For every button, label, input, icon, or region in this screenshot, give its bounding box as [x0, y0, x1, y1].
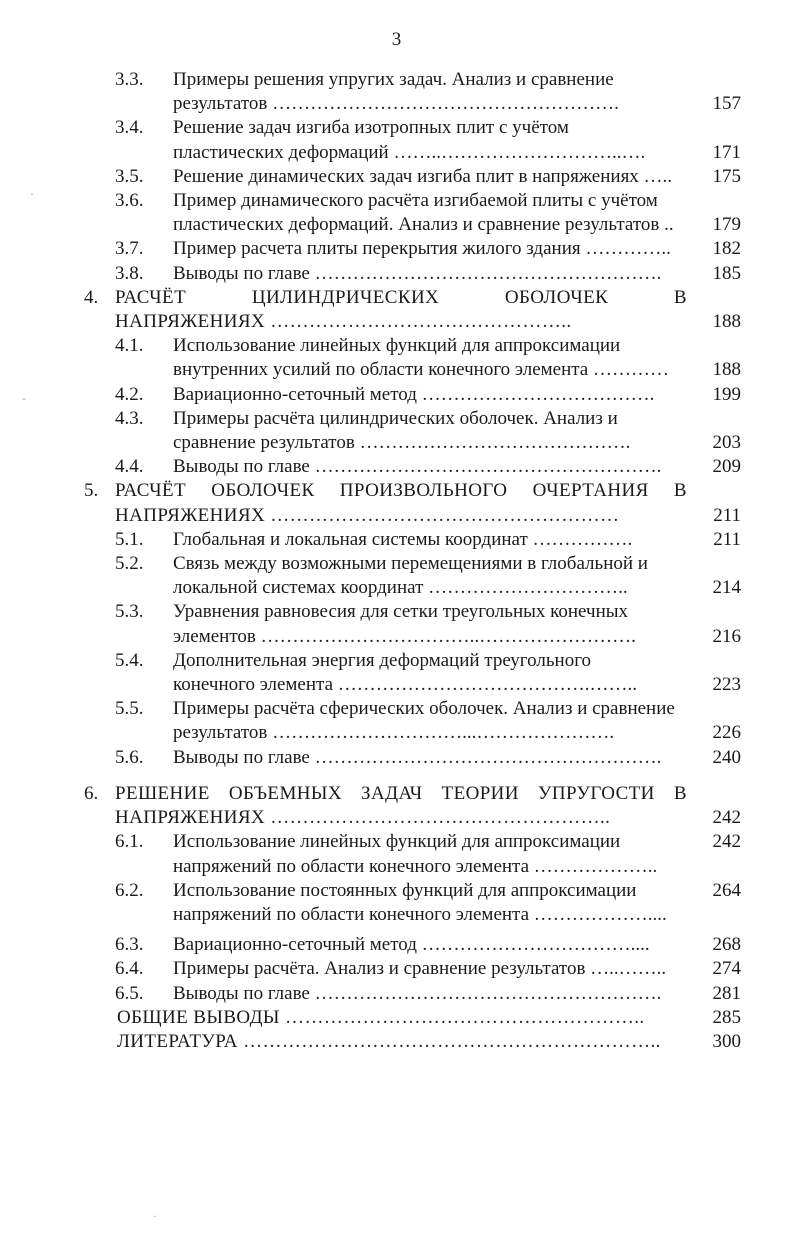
toc-chapter-5[interactable] [78, 479, 741, 527]
section-number: 6.3. [115, 934, 144, 956]
page-ref: 188 [712, 311, 741, 333]
section-title: Примеры расчёта цилиндрических оболочек. Анализ и сравнение результатов ……………………………………. [173, 407, 631, 454]
section-title: Глобальная и локальная системы координат ……………. [173, 528, 633, 550]
toc-entry-5-3[interactable] [78, 600, 741, 648]
chapter-title: РАСЧЁТ ОБОЛОЧЕК ПРОИЗВОЛЬНОГО ОЧЕРТАНИЯ В НАПРЯЖЕНИЯХ ……………………………………………… [115, 480, 687, 526]
section-number: 6.5. [115, 982, 144, 1004]
toc-chapter-6[interactable] [78, 782, 741, 830]
section-title: Пример динамического расчёта изгибаемой плиты с учётом пластических деформаций. Анализ и сравнение результатов .. [173, 190, 674, 236]
section-number: 5.6. [115, 746, 144, 768]
section-title: Примеры решения упругих задач. Анализ и сравнение результатов ………………………………………………. [173, 69, 619, 115]
section-number: 3.8. [115, 262, 144, 284]
section-title: Выводы по главе ………………………………………………. [173, 456, 662, 478]
page-ref: 242 [712, 807, 741, 829]
toc-entry-3-5[interactable] [78, 165, 741, 189]
page-ref: 226 [712, 722, 741, 744]
section-number: 6.2. [115, 879, 144, 901]
literature-title: ЛИТЕРАТУРА ……………………………………………………….. [117, 1030, 661, 1052]
page-ref: 179 [712, 214, 741, 236]
toc-entry-3-6[interactable] [78, 189, 741, 237]
page-ref: 209 [712, 456, 741, 478]
toc-chapter-4[interactable] [78, 286, 741, 334]
section-title: Решение динамических задач изгиба плит в напряжениях ….. [173, 165, 673, 187]
toc-entry-5-4[interactable] [78, 649, 741, 697]
page-ref: 242 [712, 831, 741, 853]
section-number: 3.7. [115, 238, 144, 260]
page-ref: 199 [712, 383, 741, 405]
toc-entry-5-5[interactable] [78, 697, 741, 745]
section-title: Использование постоянных функций для аппроксимации напряжений по области конечного элемента ……………….... [173, 879, 667, 925]
section-title: Вариационно-сеточный метод …………………………….... [173, 934, 650, 956]
section-title: Выводы по главе ………………………………………………. [173, 982, 662, 1004]
chapter-number: 5. [84, 480, 99, 502]
page-ref: 171 [712, 141, 741, 163]
chapter-title: РАСЧЁТ ЦИЛИНДРИЧЕСКИХ ОБОЛОЧЕК В НАПРЯЖЕНИЯХ ……………………………………….. [115, 286, 687, 333]
toc-entry-6-3[interactable] [78, 933, 741, 957]
section-title: Примеры расчёта. Анализ и сравнение результатов …..…….. [173, 958, 667, 980]
section-number: 4.4. [115, 456, 144, 478]
section-title: Решение задач изгиба изотропных плит с учётом пластических деформаций ……..………………………..…. [173, 117, 646, 163]
scan-dot: · [153, 1209, 157, 1223]
toc-entry-3-7[interactable] [78, 237, 741, 261]
page-ref: 223 [712, 674, 741, 696]
chapter-number: 4. [84, 286, 99, 308]
section-number: 3.6. [115, 190, 144, 212]
section-title: Использование линейных функций для аппроксимации внутренних усилий по области конечного элемента ………… [173, 335, 669, 381]
section-title: Использование линейных функций для аппроксимации напряжений по области конечного элемента ……………….. [173, 831, 658, 877]
section-number: 6.1. [115, 831, 144, 853]
toc-general-conclusions[interactable] [78, 1006, 741, 1030]
page-ref: 182 [712, 238, 741, 260]
toc-entry-4-3[interactable] [78, 407, 741, 455]
page-ref: 264 [712, 879, 741, 901]
section-title: Пример расчета плиты перекрытия жилого здания ………….. [173, 238, 671, 260]
page-ref: 274 [712, 958, 741, 980]
scan-dot: - [22, 391, 26, 405]
section-number: 5.1. [115, 528, 144, 550]
page-ref: 268 [712, 934, 741, 956]
page-ref: 185 [712, 262, 741, 284]
page-ref: 188 [712, 359, 741, 381]
section-title: Дополнительная энергия деформаций треугольного конечного элемента ………………………………….…….. [173, 649, 638, 696]
section-number: 5.5. [115, 698, 144, 720]
toc-entry-6-5[interactable] [78, 982, 741, 1006]
section-number: 4.2. [115, 383, 144, 405]
toc-entry-3-8[interactable] [78, 262, 741, 286]
toc-entry-6-4[interactable] [78, 957, 741, 981]
section-number: 6.4. [115, 958, 144, 980]
section-number: 4.1. [115, 335, 144, 357]
section-title: Связь между возможными перемещениями в глобальной и локальной системах координат ………………………….. [173, 553, 648, 599]
chapter-title: РЕШЕНИЕ ОБЪЕМНЫХ ЗАДАЧ ТЕОРИИ УПРУГОСТИ В НАПРЯЖЕНИЯХ …………………………………………….. [115, 782, 687, 829]
toc-entry-4-2[interactable] [78, 383, 741, 407]
chapter-number: 6. [84, 782, 99, 804]
page-ref: 300 [712, 1030, 741, 1052]
toc-entry-5-6[interactable] [78, 746, 741, 770]
section-title: Примеры расчёта сферических оболочек. Анализ и сравнение результатов …………………………...…………………. [173, 698, 675, 744]
section-title: Выводы по главе ………………………………………………. [173, 746, 662, 768]
toc-literature[interactable] [78, 1030, 741, 1054]
page-ref: 216 [712, 625, 741, 647]
page-number: 3 [391, 29, 402, 50]
section-title: Выводы по главе ………………………………………………. [173, 262, 662, 284]
table-of-contents [78, 68, 741, 1054]
section-title: Уравнения равновесия для сетки треугольных конечных элементов ……………………………..……………………. [173, 601, 636, 647]
section-number: 5.4. [115, 649, 144, 671]
page-ref: 281 [712, 982, 741, 1004]
page-ref: 285 [712, 1006, 741, 1028]
page-ref: 157 [712, 93, 741, 115]
section-number: 4.3. [115, 407, 144, 429]
section-title: Вариационно-сеточный метод ………………………………. [173, 383, 655, 405]
toc-entry-5-2[interactable] [78, 552, 741, 600]
toc-entry-6-2[interactable] [78, 879, 741, 927]
toc-entry-4-4[interactable] [78, 455, 741, 479]
toc-entry-4-1[interactable] [78, 334, 741, 382]
section-number: 3.4. [115, 117, 144, 139]
section-number: 5.2. [115, 553, 144, 575]
page-ref: 211 [713, 528, 741, 550]
section-number: 5.3. [115, 601, 144, 623]
toc-entry-3-4[interactable] [78, 116, 741, 164]
toc-entry-5-1[interactable] [78, 528, 741, 552]
page-ref: 214 [712, 577, 741, 599]
section-number: 3.5. [115, 165, 144, 187]
page-ref: 175 [712, 165, 741, 187]
toc-entry-6-1[interactable] [78, 830, 741, 878]
page-ref: 211 [713, 504, 741, 526]
toc-entry-3-3[interactable] [78, 68, 741, 116]
scan-dot: · [30, 187, 34, 201]
page-ref: 240 [712, 746, 741, 768]
general-conclusions-title: ОБЩИЕ ВЫВОДЫ ……………………………………………….. [117, 1006, 645, 1028]
page-ref: 203 [712, 432, 741, 454]
section-number: 3.3. [115, 69, 144, 90]
